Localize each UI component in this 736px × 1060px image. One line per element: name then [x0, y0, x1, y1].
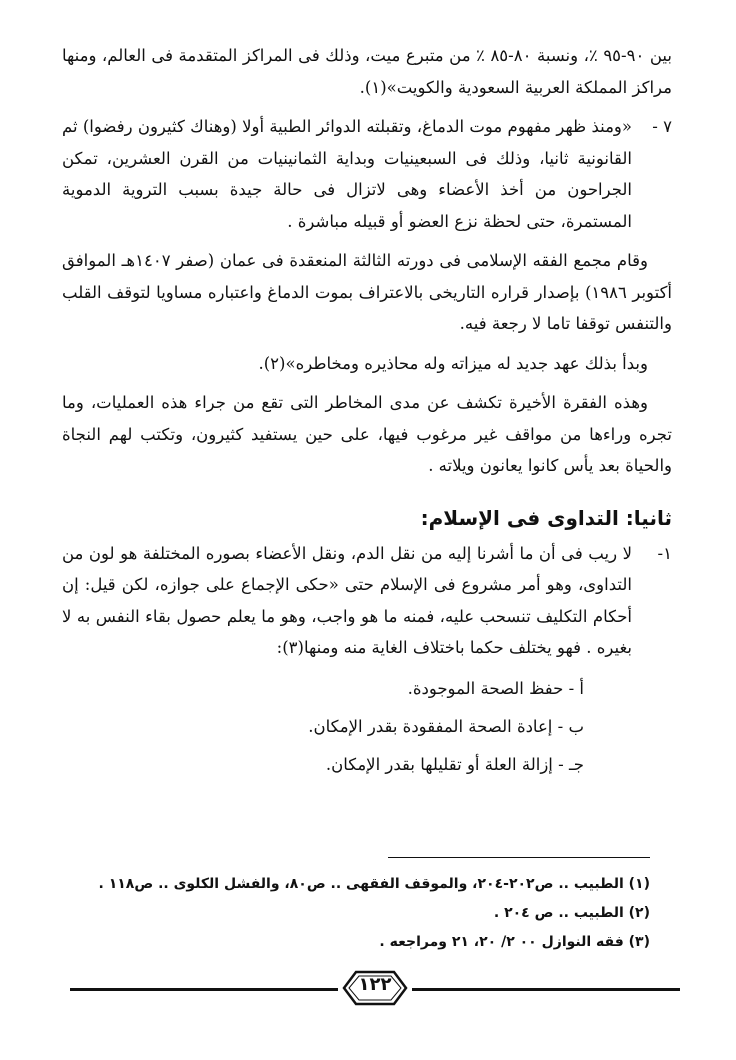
item-number: ٧ - — [652, 117, 672, 136]
footnote-1: (١) الطبيب .. ص٢٠٢-٢٠٤، والموقف الفقهى .. ص٨٠، والفشل الكلوى .. ص١١٨ . — [98, 876, 650, 892]
section-heading: ثانيا: التداوى فى الإسلام: — [420, 505, 672, 530]
item-1-text: لا ريب فى أن ما أشرنا إليه من نقل الدم، ونقل الأعضاء بصوره المختلفة هو لون من التداوى، وهو أمر مشروع فى الإسلام حتى «حكى الإجماع على جوازه، لكن قيل: إن أحكام التكليف تنسحب عليه، فمنه ما هو واجب، وهو ما يعلم حصول بقاء النفس به لا بغيره . فهو يختلف حكما باختلاف الغاية منه ومنها(٣): — [62, 543, 632, 657]
sub-item-c: جـ - إزالة العلة أو تقليلها بقدر الإمكان. — [325, 754, 584, 774]
sub-item-list — [62, 670, 584, 784]
sub-item-a: أ - حفظ الصحة الموجودة. — [407, 678, 584, 698]
footnote-2: (٢) الطبيب .. ص ٢٠٤ . — [493, 905, 650, 921]
item-number: ١- — [657, 543, 672, 563]
footer-rule-left — [70, 988, 338, 991]
sub-item-b: ب - إعادة الصحة المفقودة بقدر الإمكان. — [308, 716, 584, 736]
footer-rule-right — [412, 988, 680, 991]
footnotes — [90, 870, 650, 957]
page-footer — [70, 962, 680, 1010]
page-body — [62, 40, 672, 784]
numbered-item-7 — [62, 111, 672, 237]
footnote-3: (٣) فقه النوازل ٠٠ ٢/ ٢٠، ٢١ ومراجعه . — [379, 934, 650, 950]
footnote-divider — [388, 857, 650, 858]
page-number: ١٢٢ — [358, 974, 392, 995]
paragraph-2: وقام مجمع الفقه الإسلامى فى دورته الثالثة المنعقدة فى عمان (صفر ١٤٠٧هـ الموافق أكتوبر ١٩٨٦) بإصدار قراره التاريخى بالاعتراف بموت الدماغ واعتباره مساويا لتوقف القلب والتنفس توقفا تاما لا رجعة فيه. — [62, 251, 673, 333]
numbered-item-1 — [62, 538, 672, 664]
paragraph-3: وبدأ بذلك عهد جديد له ميزاته وله محاذيره ومخاطره»(٢). — [258, 353, 648, 373]
paragraph-1: بين ٩٠-٩٥ ٪، ونسبة ٨٠-٨٥ ٪ من متبرع ميت، وذلك فى المراكز المتقدمة فى العالم، ومنها مراكز المملكة العربية السعودية والكويت»(١). — [62, 46, 672, 97]
page-number-badge — [340, 966, 410, 1010]
item-7-text: «ومنذ ظهر مفهوم موت الدماغ، وتقبلته الدوائر الطبية أولا (وهناك كثيرون رفضوا) ثم القانونية ثانيا، وذلك فى السبعينيات وبداية الثمانينيات من القرن العشرين، تمكن الجراحون من أخذ الأعضاء وهى لاتزال فى حالة جيدة بسبب التروية الدموية المستمرة، حتى لحظة نزع العضو أو قبيله مباشرة . — [62, 117, 632, 231]
paragraph-4: وهذه الفقرة الأخيرة تكشف عن مدى المخاطر التى تقع من جراء هذه العمليات، وما تجره وراءها من مواقف غير مرغوب فيها، على حين يستفيد كثيرون، وتكتب لهم النجاة والحياة بعد يأس كانوا يعانون ويلاته . — [62, 393, 672, 475]
